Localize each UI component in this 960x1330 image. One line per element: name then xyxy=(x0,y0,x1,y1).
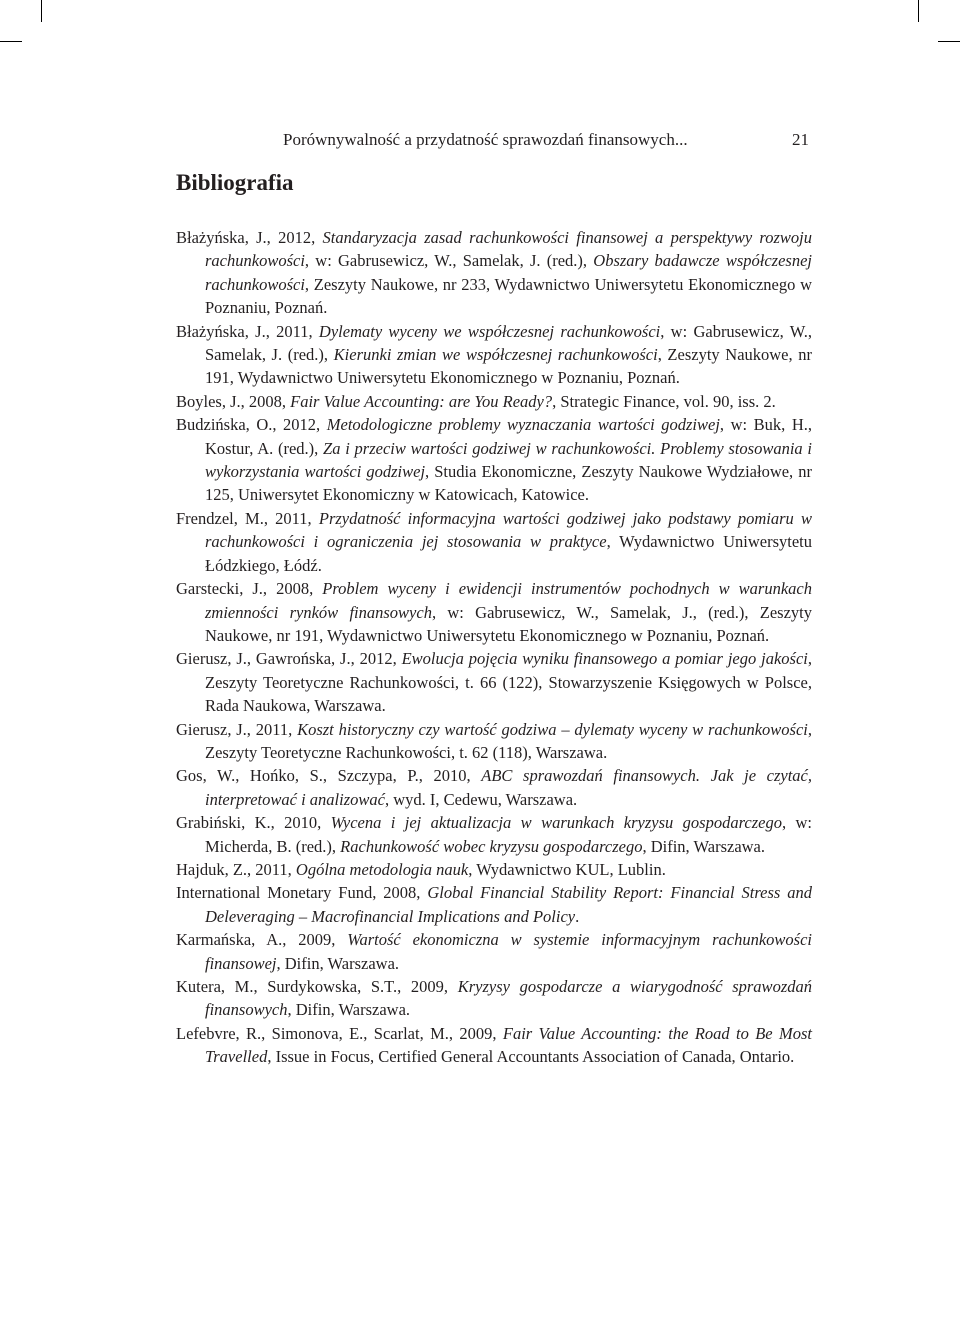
entry-text: Karmańska, A., 2009, xyxy=(176,930,348,950)
bibliography-entry xyxy=(176,764,812,811)
entry-title-italic: Koszt historyczny czy wartość godziwa – dylematy wyceny w rachunkowości xyxy=(297,719,808,739)
bibliography-entry xyxy=(176,975,812,1022)
entry-title-italic: Ogólna metodologia nauk xyxy=(295,859,469,879)
entry-text: Budzińska, O., 2012, xyxy=(176,415,327,435)
entry-title-italic: Wartość ekonomiczna w systemie informacyjnym rachunkowości finansowej xyxy=(205,930,812,973)
bibliography-entry xyxy=(176,390,812,413)
entry-title-italic: Problem wyceny i ewidencji instrumentów pochodnych w warunkach zmienności rynków finansowych xyxy=(205,579,812,622)
entry-title-italic: Global Financial Stability Report: Financial Stress and Deleveraging – Macrofinancial Implications and Policy xyxy=(205,883,812,926)
bibliography-list xyxy=(176,226,812,1069)
bibliography-entry xyxy=(176,1022,812,1069)
crop-mark-top-left-horizontal xyxy=(0,41,22,42)
entry-text: , Zeszyty Naukowe, nr 233, Wydawnictwo Uniwersytetu Ekonomicznego w Poznaniu, Poznań. xyxy=(205,274,812,318)
entry-title-italic: Standaryzacja zasad rachunkowości finansowej a perspektywy rozwoju rachunkowości xyxy=(205,228,812,271)
crop-mark-top-right-horizontal xyxy=(938,41,960,42)
entry-text: Kutera, M., Surdykowska, S.T., 2009, xyxy=(176,977,458,996)
bibliography-entry xyxy=(176,811,812,858)
bibliography-entry xyxy=(176,226,812,320)
bibliography-entry xyxy=(176,647,812,717)
bibliography-entry xyxy=(176,413,812,507)
entry-text: , w: Micherda, B. (red.), xyxy=(205,813,812,856)
entry-title-italic: Ewolucja pojęcia wyniku finansowego a pomiar jego jakości xyxy=(401,649,808,669)
entry-title-italic: Kryzysy gospodarcze a wiarygodność sprawozdań finansowych xyxy=(205,977,812,1020)
entry-text: , Wydawnictwo Uniwersytetu Łódzkiego, Łódź. xyxy=(205,532,812,575)
bibliography-entry xyxy=(176,577,812,647)
entry-title-italic: Za i przeciw wartości godziwej w rachunkowości. Problemy stosowania i wykorzystania wartości godziwej xyxy=(205,438,812,482)
page-number: 21 xyxy=(792,130,809,149)
entry-title-italic: Metodologiczne problemy wyznaczania wartości godziwej xyxy=(326,415,720,435)
entry-text: Lefebvre, R., Simonova, E., Scarlat, M., 2009, xyxy=(176,1023,503,1043)
entry-text: Hajduk, Z., 2011, xyxy=(176,859,296,879)
running-header-title: Porównywalność a przydatność sprawozdań finansowych... xyxy=(283,130,688,149)
entry-title-italic: Kierunki zmian we współczesnej rachunkowości xyxy=(333,345,658,365)
entry-text: , Difin, Warszawa. xyxy=(642,836,766,856)
entry-text: , w: Gabrusewicz, W., Samelak, J. (red.), xyxy=(205,321,813,365)
entry-text: , w: Gabrusewicz, W., Samelak, J., (red.), Zeszyty Naukowe, nr 191, Wydawnictwo Uniwersytetu Ekonomicznego w Poznaniu, Poznań. xyxy=(205,602,812,645)
entry-text: , w: Gabrusewicz, W., Samelak, J. (red.), xyxy=(304,251,594,271)
entry-text: International Monetary Fund, 2008, xyxy=(176,883,428,903)
entry-text: , Strategic Finance, vol. 90, iss. 2. xyxy=(552,391,776,411)
entry-text: , Wydawnictwo KUL, Lublin. xyxy=(468,859,666,879)
entry-text: Frendzel, M., 2011, xyxy=(176,508,319,528)
entry-text: Gierusz, J., Gawrońska, J., 2012, xyxy=(176,649,402,669)
entry-text: , Issue in Focus, Certified General Accountants Association of Canada, Ontario. xyxy=(267,1047,795,1067)
bibliography-entry xyxy=(176,858,812,881)
bibliography-entry xyxy=(176,881,812,928)
entry-title-italic: Obszary badawcze współczesnej rachunkowości xyxy=(205,251,812,294)
entry-text: Gierusz, J., 2011, xyxy=(176,719,298,739)
entry-text: , Zeszyty Teoretyczne Rachunkowości, t. 66 (122), Stowarzyszenie Księgowych w Polsce, Rada Naukowa, Warszawa. xyxy=(205,649,812,716)
bibliography-entry xyxy=(176,928,812,975)
crop-mark-top-right-vertical xyxy=(918,0,919,22)
entry-text: Boyles, J., 2008, xyxy=(176,391,291,411)
entry-text: , Studia Ekonomiczne, Zeszyty Naukowe Wydziałowe, nr 125, Uniwersytet Ekonomiczny w Katowicach, Katowice. xyxy=(205,462,812,505)
entry-title-italic: Wycena i jej aktualizacja w warunkach kryzysu gospodarczego xyxy=(330,813,782,833)
entry-title-italic: Rachunkowość wobec kryzysu gospodarczego xyxy=(340,836,643,856)
entry-title-italic: Fair Value Accounting: the Road to Be Most Travelled xyxy=(205,1023,812,1067)
crop-mark-top-left-vertical xyxy=(41,0,42,22)
bibliography-entry xyxy=(176,320,812,390)
entry-text: Grabiński, K., 2010, xyxy=(176,813,331,833)
entry-text: , w: Buk, H., Kostur, A. (red.), xyxy=(205,415,813,458)
entry-text: Garstecki, J., 2008, xyxy=(176,579,323,599)
entry-text: , Zeszyty Naukowe, nr 191, Wydawnictwo Uniwersytetu Ekonomicznego w Poznaniu, Poznań. xyxy=(205,345,812,388)
entry-text: Błażyńska, J., 2012, xyxy=(176,228,323,247)
entry-title-italic: Fair Value Accounting: are You Ready? xyxy=(290,391,553,411)
entry-title-italic: Dylematy wyceny we współczesnej rachunkowości xyxy=(318,321,661,341)
section-title: Bibliografia xyxy=(176,170,294,195)
entry-text: , Difin, Warszawa. xyxy=(287,1000,411,1020)
entry-text: . xyxy=(575,906,580,926)
entry-title-italic: Przydatność informacyjna wartości godziwej jako podstawy pomiaru w rachunkowości i ograniczenia jej stosowania w praktyce xyxy=(205,508,812,552)
entry-text: , Difin, Warszawa. xyxy=(276,953,400,973)
bibliography-entry xyxy=(176,718,812,765)
entry-text: Gos, W., Hońko, S., Szczypa, P., 2010, xyxy=(176,766,482,786)
entry-text: , Zeszyty Teoretyczne Rachunkowości, t. 62 (118), Warszawa. xyxy=(205,719,812,762)
bibliography-entry xyxy=(176,507,812,577)
entry-text: Błażyńska, J., 2011, xyxy=(176,321,319,341)
entry-text: , wyd. I, Cedewu, Warszawa. xyxy=(384,789,578,809)
entry-title-italic: ABC sprawozdań finansowych. Jak je czytać, interpretować i analizować xyxy=(205,766,812,809)
